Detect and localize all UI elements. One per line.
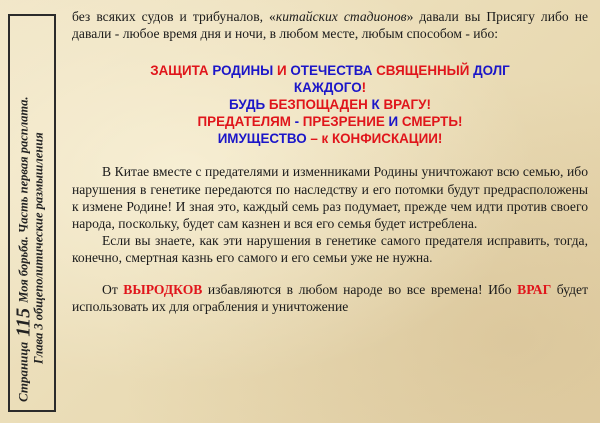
sidebar-text bbox=[12, 22, 47, 402]
main-text bbox=[72, 8, 588, 315]
part-title: Моя борьба. Часть первая расплата. bbox=[16, 96, 31, 303]
slogan-line-4: ПРЕДАТЕЛЯМ - ПРЕЗРЕНИЕ И СМЕРТЬ! bbox=[197, 114, 463, 130]
intro-paragraph: без всяких судов и трибуналов, «китайских стадионов» давали вы Присягу либо не давали - любое время дня и ночи, в любом месте, любым способом - ибо: bbox=[72, 9, 589, 42]
vertical-sidebar bbox=[0, 0, 62, 423]
slogan-line-1: ЗАЩИТА РОДИНЫ И ОТЕЧЕСТВА СВЯЩЕННЫЙ ДОЛГ bbox=[150, 63, 510, 79]
slogan-line-2: КАЖДОГО! bbox=[293, 80, 367, 96]
chapter-title: Глава 3 общеполитические размышления bbox=[31, 131, 46, 364]
slogan-block bbox=[72, 62, 588, 147]
slogan-line-5: ИМУЩЕСТВО – к КОНФИСКАЦИИ! bbox=[217, 131, 443, 147]
sidebar-line-1 bbox=[12, 22, 35, 402]
paragraph-china: В Китае вместе с предателями и изменниками Родины уничтожают всю семью, ибо нарушения в генетике передаются по наследству и его потомки будут предрасположены к измене Родине! И зная это, каждый семь раз подумает, прежде чем идти против своего народа, поскольку, будет сам казнен и вся его семья будет истреблена. bbox=[72, 164, 588, 232]
paragraph-if: Если вы знаете, как эти нарушения в генетике самого предателя исправить, тогда, конечно, смертная казнь его самого и его семьи уже не нужна. bbox=[72, 233, 588, 266]
word-vyrodkov: ВЫРОДКОВ bbox=[123, 281, 203, 297]
word-vrag: ВРАГ bbox=[517, 281, 552, 297]
paragraph-last: От ВЫРОДКОВ избавляются в любом народе во все времена! Ибо ВРАГ будет использовать их для ограбления и уничтожение bbox=[72, 281, 589, 314]
slogan-line-3: БУДЬ БЕЗПОЩАДЕН К ВРАГУ! bbox=[229, 97, 431, 113]
page-number: 115 bbox=[12, 307, 35, 337]
page-label: Страница bbox=[15, 341, 31, 402]
intro-italic: китайских стадионов bbox=[275, 9, 407, 24]
